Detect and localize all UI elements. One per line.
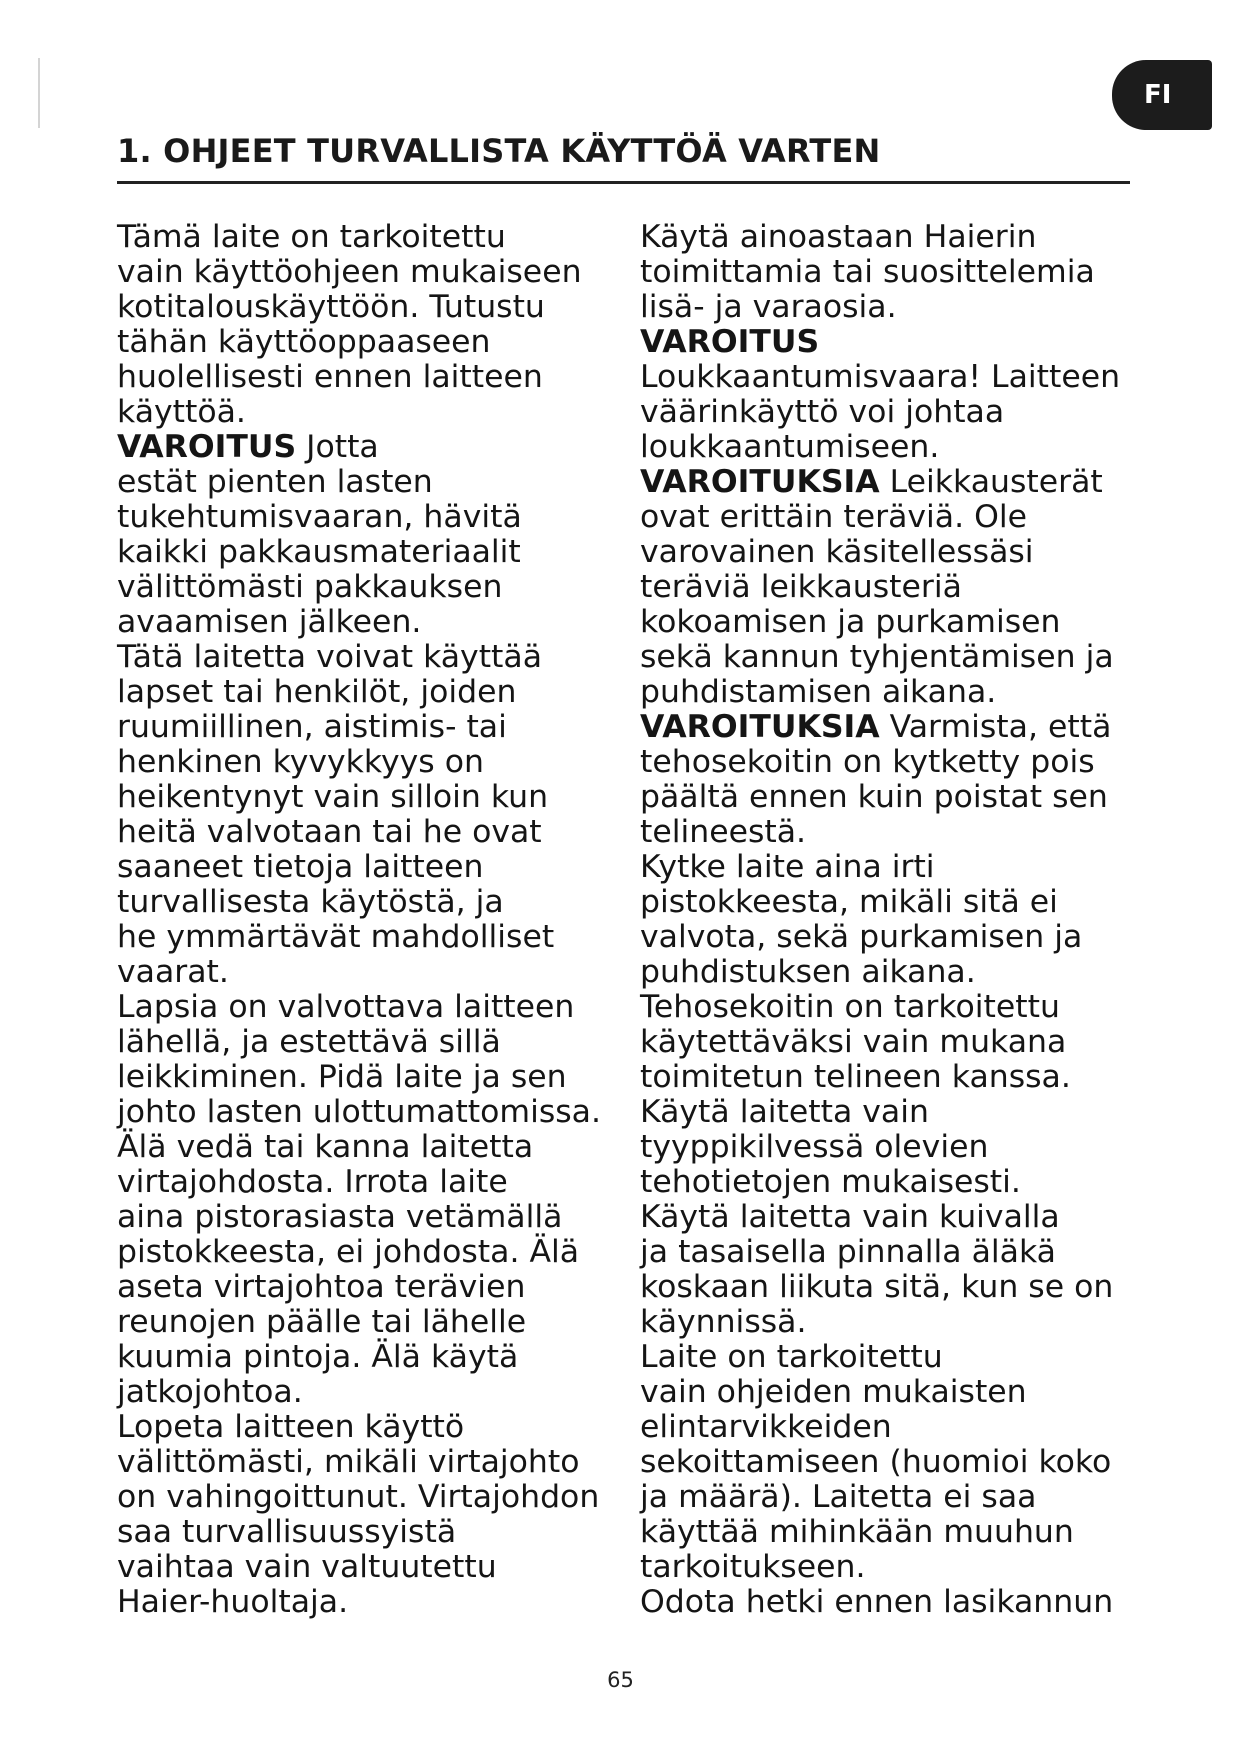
text-line: Tehosekoitin on tarkoitettu: [640, 989, 1060, 1025]
section-heading: 1. OHJEET TURVALLISTA KÄYTTÖÄ VARTEN: [117, 132, 881, 170]
text-line: Laite on tarkoitettu: [640, 1339, 943, 1375]
text-line: toimittamia tai suosittelemia: [640, 254, 1095, 290]
text-line: Haier-huoltaja.: [117, 1584, 349, 1620]
text-line: tähän käyttöoppaaseen: [117, 324, 491, 360]
text-line: teräviä leikkausteriä: [640, 569, 962, 605]
text-line: huolellisesti ennen laitteen: [117, 359, 543, 395]
text-line: pistokkeesta, mikäli sitä ei: [640, 884, 1058, 920]
text-line: käynnissä.: [640, 1304, 807, 1340]
text-line: he ymmärtävät mahdolliset: [117, 919, 555, 955]
text-line: välittömästi pakkauksen: [117, 569, 503, 605]
text-line: Älä vedä tai kanna laitetta: [117, 1129, 534, 1165]
text-line: varovainen käsitellessäsi: [640, 534, 1034, 570]
text-line: sekä kannun tyhjentämisen ja: [640, 639, 1114, 675]
text-line: virtajohdosta. Irrota laite: [117, 1164, 508, 1200]
margin-line: [38, 58, 40, 128]
text-line: tehosekoitin on kytketty pois: [640, 744, 1095, 780]
warning-label: VAROITUS: [117, 429, 297, 465]
text-line: jatkojohtoa.: [117, 1374, 303, 1410]
text-line: koskaan liikuta sitä, kun se on: [640, 1269, 1114, 1305]
text-line: toimitetun telineen kanssa.: [640, 1059, 1071, 1095]
page-number: 65: [607, 1668, 634, 1692]
text-line: tyyppikilvessä olevien: [640, 1129, 989, 1165]
right-column: [640, 220, 1130, 1620]
text-line: Käytä ainoastaan Haierin: [640, 219, 1037, 255]
text-line: tarkoitukseen.: [640, 1549, 866, 1585]
text-line: käyttöä.: [117, 394, 246, 430]
text-line: ja tasaisella pinnalla äläkä: [640, 1234, 1056, 1270]
text-line: avaamisen jälkeen.: [117, 604, 422, 640]
text-line: Tämä laite on tarkoitettu: [117, 219, 506, 255]
text-line: käyttää mihinkään muuhun: [640, 1514, 1074, 1550]
heading-rule: [117, 181, 1130, 184]
text-line: välittömästi, mikäli virtajohto: [117, 1444, 580, 1480]
text-run: Leikkausterät: [879, 464, 1103, 500]
text-line: Käytä laitetta vain: [640, 1094, 929, 1130]
text-line: leikkiminen. Pidä laite ja sen: [117, 1059, 567, 1095]
text-line: puhdistuksen aikana.: [640, 954, 976, 990]
text-line: ovat erittäin teräviä. Ole: [640, 499, 1028, 535]
text-line: [640, 325, 1130, 360]
text-line: turvallisesta käytöstä, ja: [117, 884, 504, 920]
text-line: valvota, sekä purkamisen ja: [640, 919, 1083, 955]
text-line: on vahingoittunut. Virtajohdon: [117, 1479, 600, 1515]
text-line: puhdistamisen aikana.: [640, 674, 997, 710]
text-line: Lopeta laitteen käyttö: [117, 1409, 465, 1445]
text-line: päältä ennen kuin poistat sen: [640, 779, 1108, 815]
text-line: vain ohjeiden mukaisten: [640, 1374, 1027, 1410]
text-line: pistokkeesta, ei johdosta. Älä: [117, 1234, 580, 1270]
text-line: Odota hetki ennen lasikannun: [640, 1584, 1114, 1620]
text-line: ruumiillinen, aistimis- tai: [117, 709, 507, 745]
warning-label: VAROITUKSIA: [640, 709, 880, 745]
text-line: kuumia pintoja. Älä käytä: [117, 1339, 519, 1375]
language-code: FI: [1144, 80, 1172, 110]
text-line: kokoamisen ja purkamisen: [640, 604, 1061, 640]
text-line: [640, 710, 1130, 745]
text-line: heitä valvotaan tai he ovat: [117, 814, 542, 850]
text-line: vaarat.: [117, 954, 229, 990]
left-column: [117, 220, 637, 1620]
text-line: Tätä laitetta voivat käyttää: [117, 639, 543, 675]
text-line: kaikki pakkausmateriaalit: [117, 534, 521, 570]
text-line: tukehtumisvaaran, hävitä: [117, 499, 522, 535]
text-line: Kytke laite aina irti: [640, 849, 935, 885]
text-line: lähellä, ja estettävä sillä: [117, 1024, 501, 1060]
warning-label: VAROITUKSIA: [640, 464, 880, 500]
text-line: henkinen kyvykkyys on: [117, 744, 484, 780]
text-line: Loukkaantumisvaara! Laitteen: [640, 359, 1121, 395]
text-line: vaihtaa vain valtuutettu: [117, 1549, 497, 1585]
text-line: aseta virtajohtoa terävien: [117, 1269, 526, 1305]
text-line: lisä- ja varaosia.: [640, 289, 897, 325]
text-line: ja määrä). Laitetta ei saa: [640, 1479, 1037, 1515]
text-line: [117, 430, 637, 465]
text-line: käytettäväksi vain mukana: [640, 1024, 1067, 1060]
text-line: Lapsia on valvottava laitteen: [117, 989, 575, 1025]
text-line: väärinkäyttö voi johtaa: [640, 394, 1005, 430]
text-line: telineestä.: [640, 814, 807, 850]
text-line: heikentynyt vain silloin kun: [117, 779, 549, 815]
text-line: reunojen päälle tai lähelle: [117, 1304, 527, 1340]
text-line: kotitalouskäyttöön. Tutustu: [117, 289, 545, 325]
text-line: saa turvallisuussyistä: [117, 1514, 457, 1550]
text-run: Varmista, että: [879, 709, 1112, 745]
text-line: tehotietojen mukaisesti.: [640, 1164, 1021, 1200]
text-line: [640, 465, 1130, 500]
text-line: lapset tai henkilöt, joiden: [117, 674, 517, 710]
text-line: sekoittamiseen (huomioi koko: [640, 1444, 1112, 1480]
text-line: estät pienten lasten: [117, 464, 433, 500]
text-line: vain käyttöohjeen mukaiseen: [117, 254, 582, 290]
warning-label: VAROITUS: [640, 324, 820, 360]
text-line: elintarvikkeiden: [640, 1409, 892, 1445]
text-line: loukkaantumiseen.: [640, 429, 940, 465]
text-run: Jotta: [296, 429, 379, 465]
text-line: Käytä laitetta vain kuivalla: [640, 1199, 1060, 1235]
text-line: aina pistorasiasta vetämällä: [117, 1199, 563, 1235]
text-line: johto lasten ulottumattomissa.: [117, 1094, 601, 1130]
language-tab: [1112, 60, 1212, 130]
text-line: saaneet tietoja laitteen: [117, 849, 484, 885]
